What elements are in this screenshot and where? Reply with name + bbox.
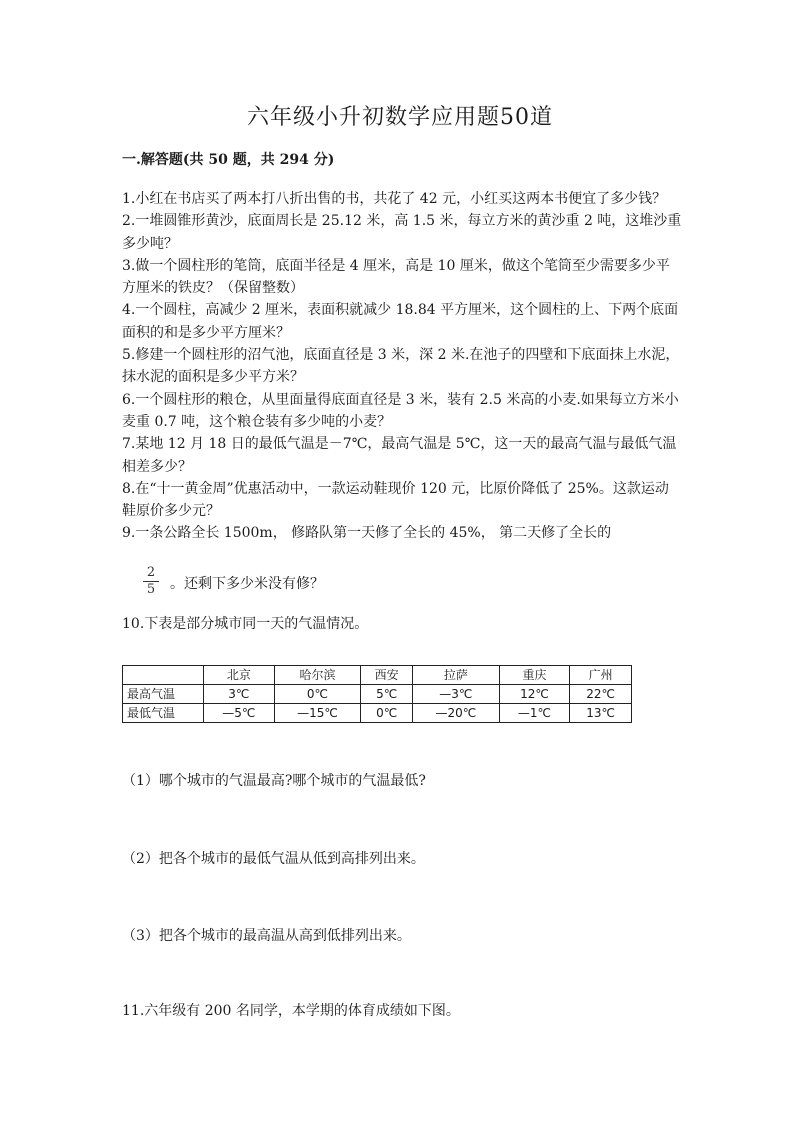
fraction-denominator: 5 (146, 582, 156, 597)
subquestion-3: （3）把各个城市的最高温从高到低排列出来。 (122, 928, 411, 944)
table-header-cell: 重庆 (499, 666, 570, 685)
row-label-high: 最高气温 (123, 685, 204, 704)
table-cell: 12℃ (499, 685, 570, 704)
table-header-row (123, 666, 632, 685)
fraction-numerator: 2 (146, 565, 156, 580)
question-10: 10.下表是部分城市同一天的气温情况。 (122, 616, 369, 632)
table-cell: 0℃ (361, 704, 413, 723)
question-8: 8.在“十一黄金周”优惠活动中，一款运动鞋现价 120 元，比原价降低了 25%。这款运动鞋原价多少元？ (122, 480, 669, 520)
table-cell: —20℃ (413, 704, 500, 723)
question-11: 11.六年级有 200 名同学，本学期的体育成绩如下图。 (122, 1003, 460, 1019)
table-cell: —1℃ (499, 704, 570, 723)
page-title: 六年级小升初数学应用题50道 (247, 105, 553, 130)
table-row-high (123, 685, 632, 704)
table-cell: 5℃ (361, 685, 413, 704)
table-header-cell: 西安 (361, 666, 413, 685)
table-header-cell: 北京 (204, 666, 275, 685)
table-header-cell: 广州 (570, 666, 632, 685)
table-header-cell: 拉萨 (413, 666, 500, 685)
table-cell: 3℃ (204, 685, 275, 704)
question-5: 5.修建一个圆柱形的沼气池，底面直径是 3 米，深 2 米.在池子的四壁和下底面抹上水泥，抹水泥的面积是多少平方米？ (122, 347, 680, 386)
question-6: 6.一个圆柱形的粮仓，从里面量得底面直径是 3 米，装有 2.5 米高的小麦.如果每立方米小麦重 0.7 吨，这个粮仓装有多少吨的小麦？ (122, 391, 679, 430)
table-cell: 13℃ (570, 704, 632, 723)
question-9: 9.一条公路全长 1500m， 修路队第一天修了全长的 45%， 第二天修了全长的 (122, 525, 612, 542)
temperature-table (122, 665, 632, 723)
subquestion-1: （1）哪个城市的气温最高?哪个城市的气温最低? (122, 773, 426, 789)
question-7: 7.某地 12 月 18 日的最低气温是－7℃，最高气温是 5℃，这一天的最高气温与最低气温相差多少？ (122, 436, 677, 475)
subquestion-2: （2）把各个城市的最低气温从低到高排列出来。 (122, 851, 425, 867)
question-2: 2.一堆圆锥形黄沙，底面周长是 25.12 米，高 1.5 米，每立方米的黄沙重 2 吨，这堆沙重多少吨？ (122, 213, 682, 252)
table-cell: 22℃ (570, 685, 632, 704)
question-9-tail: 。还剩下多少米没有修？ (170, 576, 324, 592)
question-4: 4.一个圆柱，高减少 2 厘米，表面积就减少 18.84 平方厘米，这个圆柱的上、下两个底面面积的和是多少平方厘米？ (122, 302, 679, 341)
row-label-low: 最低气温 (123, 704, 204, 723)
table-header-cell: 哈尔滨 (274, 666, 361, 685)
question-3: 3.做一个圆柱形的笔筒，底面半径是 4 厘米，高是 10 厘米，做这个笔筒至少需要多少平方厘米的铁皮？（保留整数） (122, 257, 670, 297)
table-corner-cell (123, 666, 204, 685)
table-cell: —5℃ (204, 704, 275, 723)
question-1: 1.小红在书店买了两本打八折出售的书，共花了 42 元，小红买这两本书便宜了多少钱？ (122, 191, 667, 207)
table-cell: —3℃ (413, 685, 500, 704)
section-heading: 一.解答题(共 50 题，共 294 分) (122, 152, 335, 168)
table-cell: 0℃ (274, 685, 361, 704)
fraction-two-fifths (143, 566, 159, 597)
table-row-low (123, 704, 632, 723)
question-list (122, 188, 682, 545)
table-cell: —15℃ (274, 704, 361, 723)
